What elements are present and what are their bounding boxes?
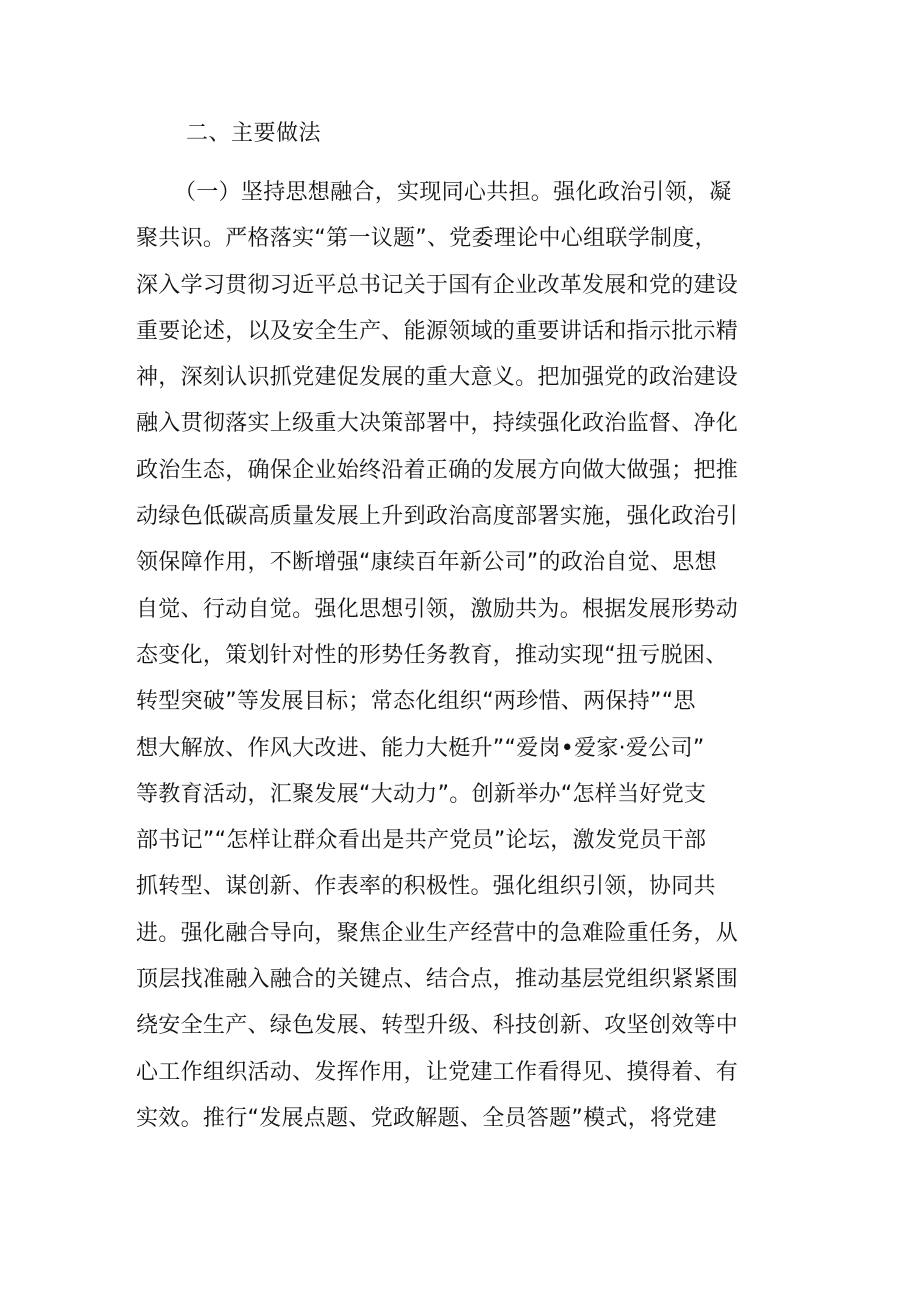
paragraph-line: 政治生态，确保企业始终沿着正确的发展方向做大做强；把推 [136,457,739,483]
paragraph-line: 等教育活动，汇聚发展“大动力”。创新举办“怎样当好党支 [136,781,707,807]
paragraph-line: 融入贯彻落实上级重大决策部署中，持续强化政治监督、净化 [136,411,739,437]
paragraph-line: 绕安全生产、绿色发展、转型升级、科技创新、攻坚创效等中 [136,1013,739,1039]
paragraph-line: 自觉、行动自觉。强化思想引领，激励共为。根据发展形势动 [136,596,739,622]
paragraph-line: 领保障作用，不断增强“康续百年新公司”的政治自觉、思想 [136,550,717,576]
paragraph-line: 抓转型、谋创新、作表率的积极性。强化组织引领，协同共 [136,874,716,900]
paragraph-line: 想大解放、作风大改进、能力大梃升”“爱岗•爱家·爱公司” [136,735,705,761]
paragraph-line: 顶层找准融入融合的关键点、结合点，推动基层党组织紧紧围 [136,967,739,993]
paragraph-line: 部书记”“怎样让群众看出是共产党员”论坛，激发党员干部 [136,828,707,854]
paragraph-line: 转型突破”等发展目标；常态化组织“两珍惜、两保持”“思 [136,689,696,715]
body-paragraph [136,170,776,1142]
paragraph-line: 心工作组织活动、发挥作用，让党建工作看得见、摸得着、有 [136,1059,739,1085]
paragraph-line: （一）坚持思想融合，实现同心共担。强化政治引领，凝 [174,180,732,205]
paragraph-line: 进。强化融合导向，聚焦企业生产经营中的急难险重任务，从 [136,920,739,946]
paragraph-line: 重要论述，以及安全生产、能源领域的重要讲话和指示批示精 [136,318,739,344]
section-heading: 二、主要做法 [186,121,322,146]
paragraph-line: 神，深刻认识抓党建促发展的重大意义。把加强党的政治建设 [136,365,739,391]
paragraph-line: 态变化，策划针对性的形势任务教育，推动实现“扭亏脱困、 [136,642,728,668]
paragraph-line: 实效。推行“发展点题、党政解题、全员答题”模式，将党建 [136,1105,717,1131]
paragraph-line: 深入学习贯彻习近平总书记关于国有企业改革发展和党的建设 [136,272,739,298]
paragraph-line: 聚共识。严格落实“第一议题”、党委理论中心组联学制度， [136,226,717,252]
paragraph-line: 动绿色低碳高质量发展上升到政治高度部署实施，强化政治引 [136,504,739,530]
